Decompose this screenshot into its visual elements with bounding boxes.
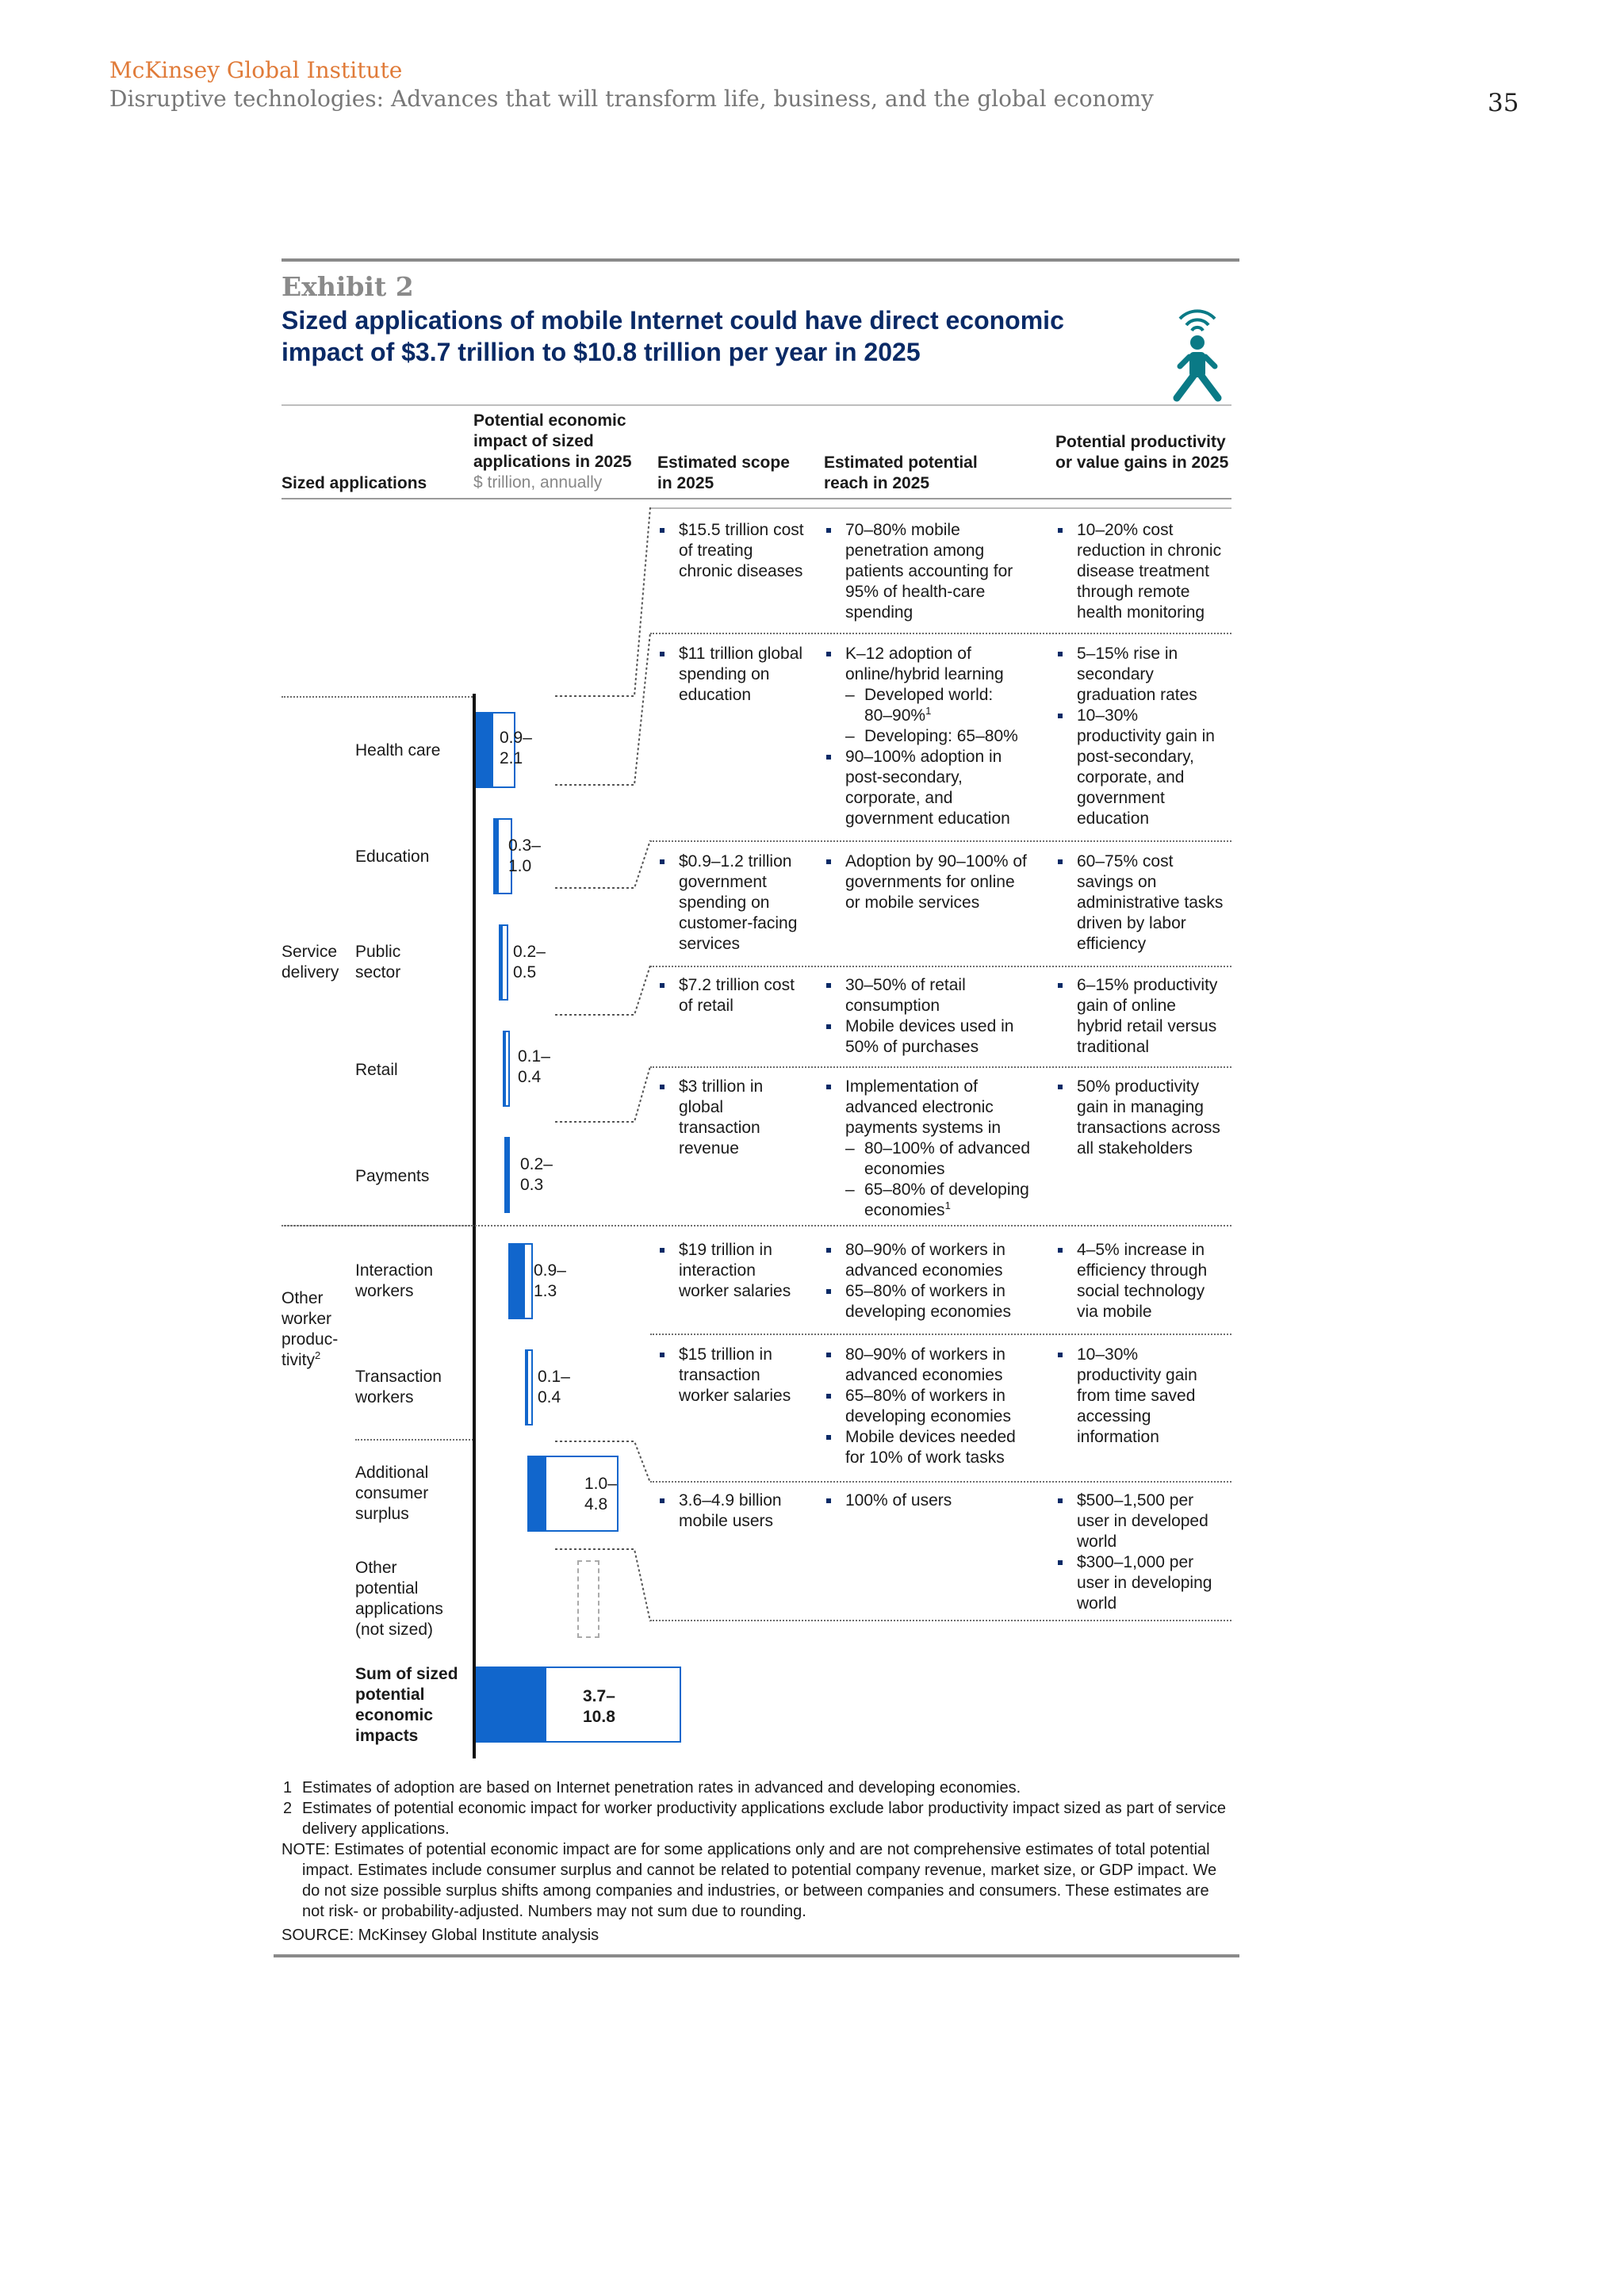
text-line: Mobile devices needed [845,1428,1016,1446]
text-line: gain in managing [1077,1098,1204,1116]
dash-item [825,1138,1055,1159]
row-label-other-line-3: applications [355,1600,443,1618]
detail-retail-scope [658,975,817,1016]
text-line: spending [845,603,914,622]
row-label-education: Education [355,848,430,866]
text-line: health monitoring [1077,603,1205,622]
text-line: $0.9–1.2 trillion [679,852,792,871]
text-line: productivity gain in [1077,727,1215,745]
bullet-item [825,1345,1055,1386]
value-transaction-b: 0.4 [538,1388,561,1406]
row-label-public-line-1: Public [355,943,401,961]
bullet-item [1056,644,1235,706]
text-line: accessing [1077,1407,1151,1425]
dash-item [825,1180,1055,1200]
row-label-other-applications [355,1558,443,1640]
detail-consumer-gains [1056,1490,1235,1614]
text-line: for 10% of work tasks [845,1448,1005,1467]
detail-health-scope [658,520,817,582]
text-line: education [1077,809,1150,828]
value-retail-b: 0.4 [518,1068,542,1086]
text-line: 80–90% [864,706,926,725]
bar-min-public-sector [499,924,503,1001]
text-line: of retail [679,997,733,1015]
row-label-other-line-1: Other [355,1559,397,1577]
detail-public-gains [1056,851,1235,955]
text-line: worker salaries [679,1387,791,1405]
bullet-item [825,747,1055,829]
bullet-item [1056,520,1235,623]
text-line: $11 trillion global [679,645,803,663]
connector-consumer-top [555,1441,650,1483]
text-line: transaction [679,1119,760,1137]
text-line: payments systems in [845,1119,1002,1137]
connector-public-top [555,840,650,888]
value-health-b: 2.1 [500,749,523,767]
text-line: secondary [1077,665,1154,683]
value-label-payments [520,1154,553,1196]
source: SOURCE: McKinsey Global Institute analysis [282,1927,599,1944]
value-education-b: 1.0 [508,857,532,875]
text-line: global [679,1098,724,1116]
row-label-other-line-4: (not sized) [355,1621,434,1639]
connector-public-bottom [555,966,650,1015]
text-line: $15.5 trillion cost [679,521,804,539]
bullet-item [1056,851,1235,955]
continuation-line [825,1159,1055,1180]
text-line: government education [845,809,1010,828]
text-line: worker salaries [679,1282,791,1300]
text-line: Developing: 65–80% [864,727,1018,745]
title-rule [282,404,1231,406]
separator-transaction-consumer [650,1481,1231,1483]
value-retail-a: 0.1– [518,1047,550,1066]
text-line: social technology [1077,1282,1205,1300]
text-line: 6–15% productivity [1077,976,1218,994]
text-line: of treating [679,541,753,560]
page-number: 35 [1488,89,1519,117]
col-head-scope: Estimated scope in 2025 [657,453,790,492]
text-line: 65–80% of workers in [845,1387,1005,1405]
value-label-retail [518,1047,550,1088]
text-line: corporate, and [1077,768,1185,786]
text-line: Developed world: [864,686,994,704]
text-line: hybrid retail versus [1077,1017,1217,1035]
separator-consumer-bottom [650,1620,1231,1621]
group-label-service-delivery [282,942,345,983]
text-line: chronic diseases [679,562,803,580]
detail-health-gains [1056,520,1235,623]
text-line: spending on [679,894,770,912]
bar-min-education [493,818,499,894]
text-line: 60–75% cost [1077,852,1174,871]
col-head-reach: Estimated potential reach in 2025 [824,453,978,492]
text-line: from time saved [1077,1387,1196,1405]
row-label-transaction-line-1: Transaction [355,1368,442,1386]
text-line: or mobile services [845,894,980,912]
row-label-sum-line-1: Sum of sized [355,1665,458,1683]
bullet-item [825,975,1055,1016]
group-service-text: Service delivery [282,943,339,982]
text-line: $7.2 trillion cost [679,976,795,994]
text-line: 50% productivity [1077,1077,1200,1096]
text-line: spending on [679,665,770,683]
detail-interaction-reach [825,1240,1055,1322]
text-line: advanced economies [845,1261,1003,1280]
text-line: Implementation of [845,1077,978,1096]
text-line: productivity gain [1077,1366,1197,1384]
dash-item [825,726,1055,747]
value-consumer-a: 1.0– [584,1475,617,1493]
footnote-1 [282,1777,1233,1798]
detail-education-gains [1056,644,1235,829]
value-label-health-care [500,728,532,769]
value-education-a: 0.3– [508,836,541,855]
continuation-line [825,1200,1055,1221]
separator-service-top [282,696,476,698]
text-line: economies [864,1201,945,1219]
bullet-item [1056,1240,1235,1322]
text-line: government [679,873,767,891]
value-payments-a: 0.2– [520,1155,553,1173]
text-line: advanced electronic [845,1098,994,1116]
row-label-sum-line-3: economic [355,1706,434,1724]
text-line: post-secondary, [845,768,963,786]
connector-consumer-bottom [555,1549,650,1621]
value-public-a: 0.2– [513,943,546,961]
text-line: reduction in chronic [1077,541,1222,560]
text-line: penetration among [845,541,985,560]
text-line: services [679,935,741,953]
text-line: graduation rates [1077,686,1197,704]
value-label-education [508,836,541,877]
separator-public-retail [650,966,1231,967]
detail-public-reach [825,851,1055,913]
bar-min-consumer-surplus [527,1456,546,1532]
text-line: driven by labor [1077,914,1186,932]
value-label-sum [583,1686,615,1728]
value-transaction-a: 0.1– [538,1368,570,1386]
group-label-other-worker-productivity [282,1288,338,1371]
text-line: transactions across [1077,1119,1220,1137]
row-label-interaction-line-1: Interaction [355,1261,434,1280]
footnote-1-text: Estimates of adoption are based on Internet penetration rates in advanced and developing economies. [302,1779,1021,1797]
bullet-item [1056,1077,1235,1159]
bullet-item [825,1016,1055,1058]
bar-min-health-care [476,712,493,788]
exhibit-title: Sized applications of mobile Internet could have direct economic impact of $3.7 trillion to $10.8 trillion per year in 2025 [282,306,1064,366]
group-worker-line-4-text: tivity [282,1351,315,1369]
bullet-item [825,1240,1055,1281]
text-line: 3.6–4.9 billion [679,1491,782,1510]
separator-payments-interaction [282,1225,1231,1226]
value-public-b: 0.5 [513,963,537,982]
bullet-item [658,1077,817,1159]
footnote-1-number: 1 [283,1779,293,1797]
text-line: 30–50% of retail [845,976,966,994]
publisher-name: McKinsey Global Institute [109,57,403,83]
bar-min-interaction-workers [508,1243,526,1319]
detail-public-scope [658,851,817,955]
bullet-item [825,644,1055,685]
text-line: patients accounting for [845,562,1013,580]
text-line: $300–1,000 per [1077,1553,1194,1571]
text-line: 80–90% of workers in [845,1345,1005,1364]
bullet-item [658,1490,817,1532]
detail-consumer-scope [658,1490,817,1532]
detail-education-reach [825,644,1055,829]
text-line: administrative tasks [1077,894,1224,912]
row-label-public-line-2: sector [355,963,401,982]
bar-min-retail [503,1031,506,1107]
detail-transaction-reach [825,1345,1055,1468]
bullet-item [825,851,1055,913]
footnote-ref-2: 2 [315,1349,321,1361]
text-line: mobile users [679,1512,774,1530]
text-line: 65–80% of developing [864,1181,1029,1199]
bullet-item [1056,706,1235,829]
separator-consumer-top [355,1439,476,1441]
row-label-payments: Payments [355,1167,430,1185]
value-interaction-b: 1.3 [534,1282,557,1300]
bullet-item [1056,1345,1235,1448]
row-label-other-line-2: potential [355,1579,419,1598]
text-line: $15 trillion in [679,1345,772,1364]
row-label-health-care: Health care [355,741,441,760]
bullet-item [658,1240,817,1302]
note: NOTE: Estimates of potential economic impact are for some applications only and are not comprehensive estimates of total potential impact. Estimates include consumer surplus and cannot be related to potential company revenue, market size, or GDP impact. We do not size possible surplus shifts among companies and industries, or between companies and consumers. These estimates are not risk- or probability-adjusted. Numbers may not sum due to rounding. [282,1841,1217,1920]
detail-payments-gains [1056,1077,1235,1159]
text-line: post-secondary, [1077,748,1194,766]
row-label-public-sector [355,942,400,983]
text-line: through remote [1077,583,1190,601]
detail-transaction-scope [658,1345,817,1406]
row-label-transaction-line-2: workers [355,1388,414,1406]
continuation-line [825,706,1055,726]
group-worker-line-4 [282,1350,338,1371]
text-line: efficiency through [1077,1261,1208,1280]
col-head-sized-applications: Sized applications [282,474,427,492]
text-line: all stakeholders [1077,1139,1193,1158]
col-head-impact-unit: $ trillion, annually [473,473,603,492]
text-line: consumption [845,997,940,1015]
bar-min-sum [476,1667,546,1743]
text-line: 100% of users [845,1491,952,1510]
text-line: customer-facing [679,914,798,932]
text-line: government [1077,789,1165,807]
detail-consumer-reach [825,1490,1055,1511]
text-line: user in developed [1077,1512,1208,1530]
text-line: via mobile [1077,1303,1152,1321]
text-line: world [1077,1594,1117,1613]
bullet-item [825,1427,1055,1468]
detail-health-reach [825,520,1047,623]
group-worker-line-1: Other [282,1289,324,1307]
text-line: advanced economies [845,1366,1003,1384]
footnote-2-number: 2 [283,1800,293,1817]
col-head-impact [473,411,648,493]
connector-health-bottom [555,633,650,785]
connector-retail-bottom [555,1066,650,1122]
text-line: 90–100% adoption in [845,748,1002,766]
detail-interaction-scope [658,1240,817,1302]
bar-min-transaction-workers [525,1349,528,1425]
text-line: 10–30% [1077,706,1139,725]
value-sum-a: 3.7– [583,1687,615,1705]
text-line: revenue [679,1139,739,1158]
bullet-item [825,1077,1055,1138]
header-rule [282,498,1231,499]
footnote-2-text: Estimates of potential economic impact for worker productivity applications exclude labor productivity impact sized as part of service delivery applications. [302,1800,1226,1838]
footnote-ref-1: 1 [925,705,932,717]
connector-health-top [555,507,650,696]
text-line: developing economies [845,1407,1011,1425]
value-health-a: 0.9– [500,729,532,747]
text-line: corporate, and [845,789,953,807]
text-line: 80–100% of advanced [864,1139,1031,1158]
text-line: disease treatment [1077,562,1209,580]
bullet-item [1056,1490,1235,1552]
text-line: Mobile devices used in [845,1017,1014,1035]
detail-transaction-gains [1056,1345,1235,1448]
row-label-consumer-line-1: Additional [355,1464,429,1482]
text-line: 50% of purchases [845,1038,979,1056]
text-line: 65–80% of workers in [845,1282,1005,1300]
text-line: transaction [679,1366,760,1384]
bullet-item [658,520,817,582]
row-label-retail: Retail [355,1061,398,1079]
bullet-item [658,1345,817,1406]
bullet-item [825,1490,1055,1511]
bullet-item [825,1281,1055,1322]
col-head-gains: Potential productivity or value gains in 2025 [1055,433,1229,472]
text-line: user in developing [1077,1574,1212,1592]
row-label-sum-line-2: potential [355,1686,425,1704]
text-line: education [679,686,752,704]
footnote-2 [282,1798,1233,1839]
text-line: 95% of health-care [845,583,986,601]
text-line: online/hybrid learning [845,665,1004,683]
row-label-interaction-line-2: workers [355,1282,414,1300]
text-line: economies [864,1160,945,1178]
bullet-item [1056,975,1235,1058]
exhibit-label: Exhibit 2 [282,271,414,302]
bullet-item [658,975,817,1016]
group-worker-line-2: worker [282,1310,332,1328]
row-label-transaction-workers [355,1367,442,1408]
report-title: Disruptive technologies: Advances that will transform life, business, and the global economy [109,86,1154,112]
separator-health-education [650,633,1231,634]
footnotes [282,1777,1233,1946]
exhibit-top-rule [282,258,1239,262]
bullet-item [658,851,817,955]
bullet-item [1056,1552,1235,1614]
value-consumer-b: 4.8 [584,1495,608,1513]
value-payments-b: 0.3 [520,1176,544,1194]
text-line: savings on [1077,873,1157,891]
footnote-ref-1: 1 [944,1200,951,1211]
text-line: gain of online [1077,997,1176,1015]
text-line: 4–5% increase in [1077,1241,1205,1259]
dash-item [825,685,1055,706]
row-label-sum [355,1664,458,1747]
text-line: information [1077,1428,1159,1446]
text-line: 5–15% rise in [1077,645,1178,663]
text-line: Adoption by 90–100% of [845,852,1027,871]
detail-retail-gains [1056,975,1235,1058]
header-rule-right [650,507,1231,509]
detail-payments-reach [825,1077,1055,1221]
text-line: 10–20% cost [1077,521,1174,539]
row-label-consumer-surplus [355,1463,428,1525]
detail-retail-reach [825,975,1055,1058]
text-line: world [1077,1533,1117,1551]
row-label-consumer-line-2: consumer [355,1484,429,1502]
mobile-internet-person-icon [1166,301,1229,404]
text-line: $500–1,500 per [1077,1491,1194,1510]
text-line: 80–90% of workers in [845,1241,1005,1259]
text-line: developing economies [845,1303,1011,1321]
value-label-public-sector [513,942,546,983]
text-line: 10–30% [1077,1345,1139,1364]
row-connectors [555,507,658,1633]
text-line: interaction [679,1261,756,1280]
bullet-item [825,520,1047,623]
value-sum-b: 10.8 [583,1708,615,1726]
text-line: $19 trillion in [679,1241,772,1259]
col-head-impact-label: Potential economic impact of sized applications in 2025 [473,411,632,471]
bullet-item [825,1386,1055,1427]
detail-interaction-gains [1056,1240,1235,1322]
row-label-interaction-workers [355,1261,433,1302]
row-label-consumer-line-3: surplus [355,1505,409,1523]
value-interaction-a: 0.9– [534,1261,566,1280]
separator-retail-payments [650,1066,1231,1068]
detail-payments-scope [658,1077,817,1159]
separator-interaction-transaction [650,1334,1231,1335]
row-label-sum-line-4: impacts [355,1727,419,1745]
group-worker-line-3: produc- [282,1330,339,1349]
text-line: $3 trillion in [679,1077,764,1096]
text-line: 70–80% mobile [845,521,960,539]
bullet-item [658,644,817,706]
exhibit-bottom-rule [274,1954,1239,1957]
text-line: traditional [1077,1038,1150,1056]
text-line: K–12 adoption of [845,645,971,663]
detail-education-scope [658,644,817,706]
text-line: efficiency [1077,935,1147,953]
bar-min-payments [504,1137,508,1213]
separator-education-public [650,840,1231,842]
text-line: governments for online [845,873,1015,891]
